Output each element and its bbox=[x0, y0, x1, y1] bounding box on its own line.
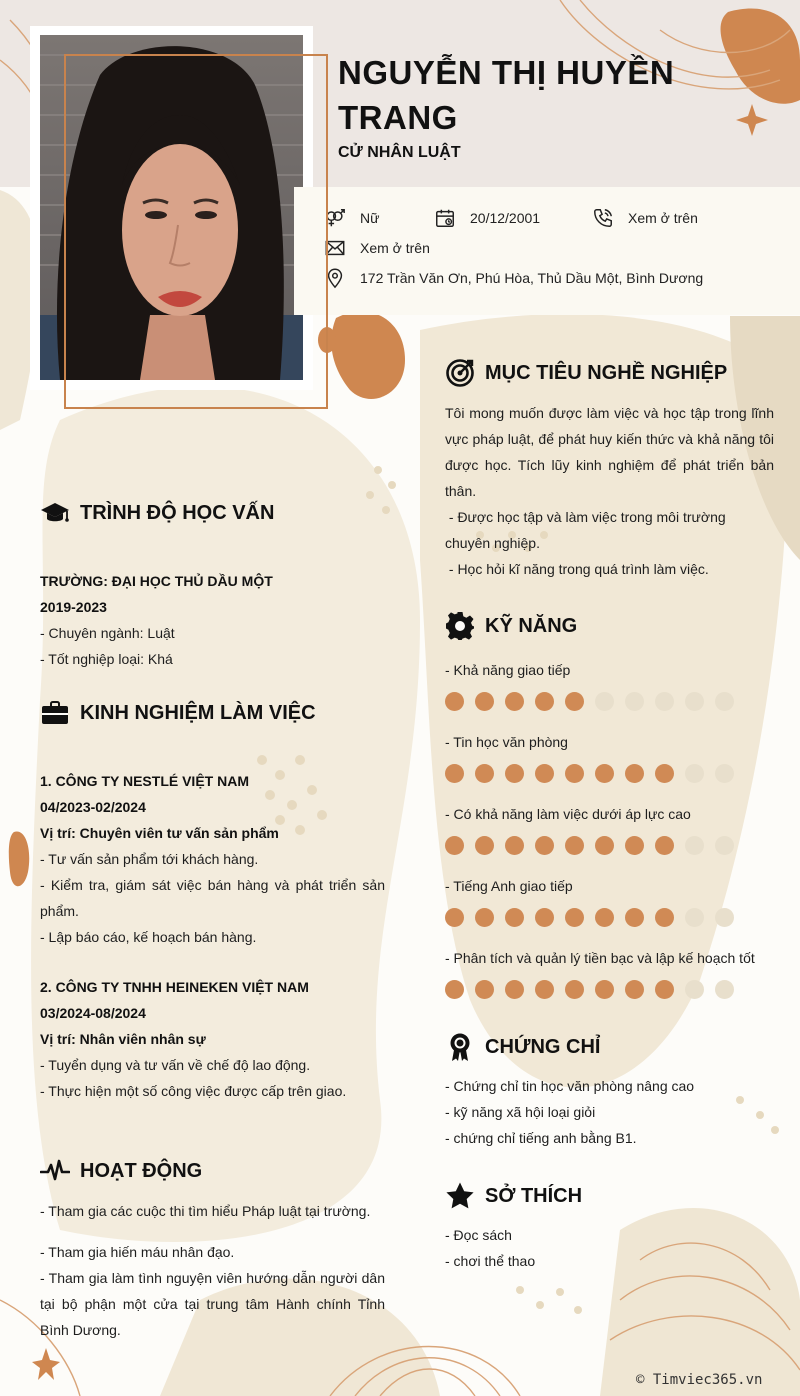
skill-dot-filled bbox=[475, 692, 494, 711]
skill-dot-empty bbox=[715, 980, 734, 999]
skill-dot-filled bbox=[595, 980, 614, 999]
skill-dot-filled bbox=[505, 980, 524, 999]
certificate-item: - kỹ năng xã hội loại giỏi bbox=[445, 1104, 596, 1120]
phone-value: Xem ở trên bbox=[628, 210, 698, 226]
contact-gender bbox=[324, 207, 379, 229]
skill-dot-empty bbox=[715, 908, 734, 927]
skill-name: - Có khả năng làm việc dưới áp lực cao bbox=[445, 806, 691, 822]
experience-heading-text: KINH NGHIỆM LÀM VIỆC bbox=[80, 701, 316, 724]
job-duty: - Tư vấn sản phẩm tới khách hàng. bbox=[40, 851, 259, 867]
education-heading bbox=[40, 498, 274, 528]
skill-dot-filled bbox=[655, 980, 674, 999]
activity-item: - Tham gia làm tình nguyện viên hướng dẫn người dân tại bộ phận một cửa tại trung tâm Hành chính Tỉnh Bình Dương. bbox=[40, 1270, 385, 1338]
calendar-icon bbox=[434, 207, 456, 229]
skill-dot-empty bbox=[715, 764, 734, 783]
experience-job-2 bbox=[40, 974, 385, 1104]
education-line: - Chuyên ngành: Luật bbox=[40, 625, 175, 641]
skill-dot-empty bbox=[715, 692, 734, 711]
skill-dot-filled bbox=[445, 764, 464, 783]
skill-dot-filled bbox=[445, 692, 464, 711]
skills-list bbox=[445, 657, 775, 1017]
education-heading-text: TRÌNH ĐỘ HỌC VẤN bbox=[80, 501, 275, 524]
activities-heading bbox=[40, 1156, 202, 1186]
skill-dot-filled bbox=[475, 908, 494, 927]
contact-phone bbox=[592, 207, 698, 229]
job-duty: - Tuyển dụng và tư vấn về chế độ lao động. bbox=[40, 1057, 311, 1073]
birthday-value: 20/12/2001 bbox=[470, 210, 541, 226]
skill-dot-filled bbox=[595, 908, 614, 927]
skill-dot-empty bbox=[685, 980, 704, 999]
skill-dot-empty bbox=[715, 836, 734, 855]
skill-item bbox=[445, 657, 775, 729]
skill-dot-empty bbox=[685, 908, 704, 927]
skill-dot-empty bbox=[625, 692, 644, 711]
skill-dot-empty bbox=[655, 692, 674, 711]
objective-heading bbox=[445, 358, 727, 388]
skill-name: - Khả năng giao tiếp bbox=[445, 662, 571, 678]
skill-dot-filled bbox=[505, 692, 524, 711]
site-watermark: © Timviec365.vn bbox=[636, 1372, 763, 1388]
gender-value: Nữ bbox=[360, 210, 380, 226]
contact-address bbox=[324, 267, 703, 289]
skill-dot-filled bbox=[445, 836, 464, 855]
skill-dot-filled bbox=[535, 836, 554, 855]
skill-item bbox=[445, 945, 775, 1017]
skill-dot-filled bbox=[565, 980, 584, 999]
objective-point: - Học hỏi kĩ năng trong quá trình làm việc. bbox=[445, 561, 709, 577]
skill-dot-filled bbox=[505, 764, 524, 783]
job-position: Vị trí: Chuyên viên tư vấn sản phẩm bbox=[40, 825, 279, 841]
education-line: - Tốt nghiệp loại: Khá bbox=[40, 651, 173, 667]
skill-dot-filled bbox=[625, 980, 644, 999]
skill-dot-filled bbox=[535, 980, 554, 999]
skill-dot-filled bbox=[595, 836, 614, 855]
skill-dot-filled bbox=[625, 836, 644, 855]
job-position: Vị trí: Nhân viên nhân sự bbox=[40, 1031, 206, 1047]
skill-item bbox=[445, 801, 775, 873]
skill-name: - Phân tích và quản lý tiền bạc và lập kế hoạch tốt bbox=[445, 950, 755, 966]
gear-icon bbox=[445, 611, 475, 641]
skill-rating bbox=[445, 980, 775, 999]
job-company: 2. CÔNG TY TNHH HEINEKEN VIỆT NAM bbox=[40, 979, 309, 995]
skills-heading bbox=[445, 611, 577, 641]
education-school: TRƯỜNG: ĐẠI HỌC THỦ DẦU MỘT bbox=[40, 573, 273, 589]
skill-dot-filled bbox=[655, 908, 674, 927]
certificate-item: - chứng chỉ tiếng anh bằng B1. bbox=[445, 1130, 637, 1146]
skill-dot-filled bbox=[445, 980, 464, 999]
experience-job-1 bbox=[40, 768, 385, 950]
skill-dot-filled bbox=[535, 692, 554, 711]
skill-dot-empty bbox=[685, 836, 704, 855]
skill-dot-filled bbox=[625, 908, 644, 927]
hobby-item: - chơi thể thao bbox=[445, 1253, 536, 1269]
hobbies-heading bbox=[445, 1181, 582, 1211]
objective-heading-text: MỤC TIÊU NGHỀ NGHIỆP bbox=[485, 361, 728, 384]
education-period: 2019-2023 bbox=[40, 599, 107, 615]
skill-dot-filled bbox=[535, 764, 554, 783]
contact-email bbox=[324, 237, 430, 259]
job-duty: - Thực hiện một số công việc được cấp trên giao. bbox=[40, 1083, 347, 1099]
skill-dot-filled bbox=[565, 908, 584, 927]
skill-dot-filled bbox=[625, 764, 644, 783]
activities-heading-text: HOẠT ĐỘNG bbox=[80, 1159, 203, 1182]
objective-point: - Được học tập và làm việc trong môi trường chuyên nghiệp. bbox=[445, 509, 730, 551]
skill-rating bbox=[445, 692, 775, 711]
experience-heading bbox=[40, 698, 316, 728]
star-icon bbox=[445, 1181, 475, 1211]
skill-dot-filled bbox=[655, 836, 674, 855]
hobbies-list bbox=[445, 1222, 775, 1274]
skill-dot-empty bbox=[685, 692, 704, 711]
skill-dot-filled bbox=[445, 908, 464, 927]
activity-item: - Tham gia hiến máu nhân đạo. bbox=[40, 1244, 235, 1260]
phone-icon bbox=[592, 207, 614, 229]
job-period: 04/2023-02/2024 bbox=[40, 799, 146, 815]
skill-dot-empty bbox=[685, 764, 704, 783]
email-value: Xem ở trên bbox=[360, 240, 430, 256]
objective-content bbox=[445, 400, 774, 582]
job-duty: - Kiểm tra, giám sát việc bán hàng và phát triển sản phẩm. bbox=[40, 877, 385, 919]
graduation-cap-icon bbox=[40, 498, 70, 528]
hobby-item: - Đọc sách bbox=[445, 1227, 512, 1243]
skill-dot-filled bbox=[565, 764, 584, 783]
hobbies-heading-text: SỞ THÍCH bbox=[485, 1184, 583, 1207]
skill-item bbox=[445, 873, 775, 945]
objective-paragraph: Tôi mong muốn được làm việc và học tập trong lĩnh vực pháp luật, để phát huy kiến thức và khả năng tôi được học. Tích lũy kinh nghiệm để phát triển bản thân. bbox=[445, 405, 774, 499]
photo-outline-frame bbox=[64, 54, 328, 409]
job-company: 1. CÔNG TY NESTLÉ VIỆT NAM bbox=[40, 773, 249, 789]
skill-dot-filled bbox=[565, 692, 584, 711]
skill-dot-filled bbox=[475, 836, 494, 855]
certificates-list bbox=[445, 1073, 775, 1151]
award-ribbon-icon bbox=[445, 1032, 475, 1062]
skill-name: - Tiếng Anh giao tiếp bbox=[445, 878, 573, 894]
skill-rating bbox=[445, 908, 775, 927]
skill-item bbox=[445, 729, 775, 801]
skill-dot-filled bbox=[505, 908, 524, 927]
candidate-name: NGUYỄN THỊ HUYỀN TRANG bbox=[338, 54, 675, 136]
job-duty: - Lập báo cáo, kế hoạch bán hàng. bbox=[40, 929, 257, 945]
skill-rating bbox=[445, 764, 775, 783]
skill-dot-filled bbox=[475, 980, 494, 999]
skill-dot-filled bbox=[595, 764, 614, 783]
briefcase-icon bbox=[40, 698, 70, 728]
skills-heading-text: KỸ NĂNG bbox=[485, 614, 578, 637]
target-icon bbox=[445, 358, 475, 388]
skill-name: - Tin học văn phòng bbox=[445, 734, 568, 750]
skill-dot-empty bbox=[595, 692, 614, 711]
contact-info-box bbox=[294, 187, 800, 315]
contact-birthday bbox=[434, 207, 540, 229]
skill-dot-filled bbox=[535, 908, 554, 927]
certificates-heading bbox=[445, 1032, 600, 1062]
skill-dot-filled bbox=[475, 764, 494, 783]
skill-rating bbox=[445, 836, 775, 855]
skill-dot-filled bbox=[505, 836, 524, 855]
skill-dot-filled bbox=[655, 764, 674, 783]
skill-dot-filled bbox=[565, 836, 584, 855]
education-content bbox=[40, 568, 385, 672]
job-period: 03/2024-08/2024 bbox=[40, 1005, 146, 1021]
job-title: CỬ NHÂN LUẬT bbox=[338, 144, 461, 161]
activity-pulse-icon bbox=[40, 1156, 70, 1186]
address-value: 172 Trần Văn Ơn, Phú Hòa, Thủ Dầu Một, Bình Dương bbox=[360, 270, 704, 286]
certificates-heading-text: CHỨNG CHỈ bbox=[485, 1035, 601, 1058]
certificate-item: - Chứng chỉ tin học văn phòng nâng cao bbox=[445, 1078, 695, 1094]
activity-item: - Tham gia các cuộc thi tìm hiểu Pháp luật tại trường. bbox=[40, 1203, 371, 1219]
